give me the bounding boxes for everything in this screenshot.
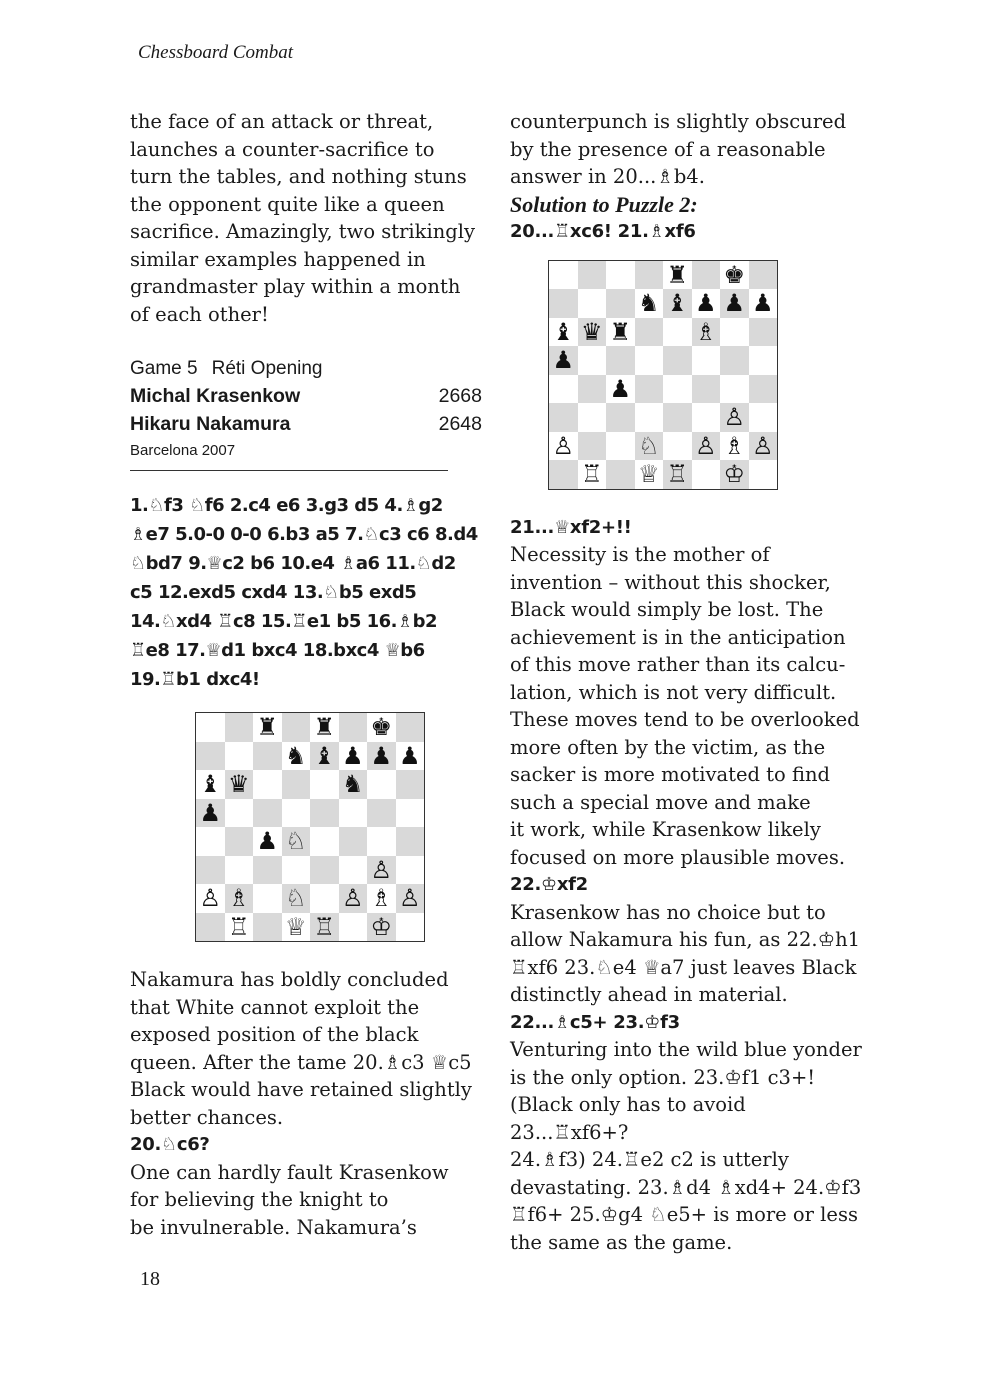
board-square (606, 289, 635, 318)
board-square (578, 289, 607, 318)
board-square (749, 403, 778, 432)
text-line: more often by the victim, as the (510, 735, 826, 759)
board-square (635, 318, 664, 347)
left-column (130, 108, 490, 1241)
board-square (549, 460, 578, 489)
board-square (606, 346, 635, 375)
text-line: 1.♘f3 ♘f6 2.c4 e6 3.g3 d5 4.♗g2 (130, 495, 443, 516)
board-square (635, 403, 664, 432)
black-pawn-icon: ♟ (396, 742, 425, 771)
black-queen-icon: ♛ (225, 770, 254, 799)
board-square (253, 742, 282, 771)
board-square (310, 884, 339, 913)
board-square (692, 375, 721, 404)
board-square (578, 375, 607, 404)
text-line: invention – without this shocker, (510, 570, 831, 594)
solution-heading: Solution to Puzzle 2: (510, 191, 698, 217)
board-square (339, 799, 368, 828)
board-square (720, 318, 749, 347)
board-square (720, 346, 749, 375)
text-line: 19.♖b1 dxc4! (130, 669, 260, 690)
move-22-bc5: 22...♗c5+ 23.♔f3 (510, 1011, 680, 1033)
board-square (196, 827, 225, 856)
text-line: ♖f6+ 25.♔g4 ♘e5+ is more or less (510, 1203, 858, 1226)
black-player-rating: 2648 (438, 413, 482, 435)
board-square (578, 346, 607, 375)
board-square (692, 346, 721, 375)
text-line: 14.♘xd4 ♖c8 15.♖e1 b5 16.♗b2 (130, 611, 438, 632)
black-bishop-icon: ♝ (196, 770, 225, 799)
board-square (196, 713, 225, 742)
board-square (606, 403, 635, 432)
board-square (720, 375, 749, 404)
text-line: (Black only has to avoid 23...♖xf6+? (510, 1093, 746, 1144)
black-bishop-icon: ♝ (549, 318, 578, 347)
board-square (692, 460, 721, 489)
board-square (253, 884, 282, 913)
text-line: launches a counter-sacrifice to (130, 137, 435, 161)
solution-moves: 20...♖xc6! 21.♗xf6 (510, 221, 696, 242)
board-square (225, 742, 254, 771)
board-square (549, 403, 578, 432)
board-square (310, 770, 339, 799)
text-line: queen. After the tame 20.♗c3 ♕c5 (130, 1050, 472, 1074)
text-line: sacrifice. Amazingly, two strikingly (130, 220, 476, 243)
text-line: similar examples happened in (130, 247, 426, 271)
board-square (549, 289, 578, 318)
board-square (282, 713, 311, 742)
board-square (396, 770, 425, 799)
move-21-qxf2: 21...♕xf2+!! (510, 516, 632, 538)
white-bishop-icon: ♗ (720, 432, 749, 461)
board-square (225, 713, 254, 742)
text-line: be invulnerable. Nakamura’s (130, 1215, 417, 1239)
board-square (225, 799, 254, 828)
board-square (282, 856, 311, 885)
white-rook-icon: ♖ (578, 460, 607, 489)
board-square (396, 827, 425, 856)
black-player-row (130, 410, 482, 438)
black-knight-icon: ♞ (339, 770, 368, 799)
board-square (282, 770, 311, 799)
black-pawn-icon: ♟ (339, 742, 368, 771)
white-pawn-icon: ♙ (196, 884, 225, 913)
board-square (282, 799, 311, 828)
white-pawn-icon: ♙ (339, 884, 368, 913)
white-pawn-icon: ♙ (720, 403, 749, 432)
board-square (196, 913, 225, 942)
board-square (663, 346, 692, 375)
chess-diagram-1 (195, 712, 425, 942)
white-queen-icon: ♕ (282, 913, 311, 942)
krasenkow-paragraph (510, 899, 870, 1009)
running-head: Chessboard Combat (138, 42, 294, 63)
black-knight-icon: ♞ (635, 289, 664, 318)
text-line: ♖xf6 23.♘e4 ♕a7 just leaves Black (510, 955, 857, 979)
white-bishop-icon: ♗ (692, 318, 721, 347)
board-square (578, 432, 607, 461)
board-square (663, 432, 692, 461)
board-square (606, 261, 635, 290)
board-square (196, 856, 225, 885)
board-square (549, 261, 578, 290)
text-line: Venturing into the wild blue yonder (510, 1038, 862, 1061)
board-square (663, 375, 692, 404)
white-king-icon: ♔ (720, 460, 749, 489)
analysis-paragraph-2 (130, 1159, 490, 1242)
board-square (310, 827, 339, 856)
white-rook-icon: ♖ (663, 460, 692, 489)
text-line: allow Nakamura his fun, as 22.♔h1 (510, 928, 861, 951)
text-line: ♖e8 17.♕d1 bxc4 18.bxc4 ♕b6 (130, 640, 425, 661)
black-queen-icon: ♛ (578, 318, 607, 347)
board-square (310, 856, 339, 885)
move-20-nc6: 20.♘c6? (130, 1134, 210, 1155)
game-label (130, 356, 490, 382)
black-rook-icon: ♜ (253, 713, 282, 742)
white-pawn-icon: ♙ (549, 432, 578, 461)
white-pawn-icon: ♙ (692, 432, 721, 461)
continued-paragraph (510, 108, 870, 191)
black-pawn-icon: ♟ (196, 799, 225, 828)
board-square (396, 913, 425, 942)
page-number: 18 (140, 1268, 160, 1290)
board-square (253, 856, 282, 885)
board-square (635, 375, 664, 404)
board-square (549, 375, 578, 404)
text-line: Necessity is the mother of (510, 543, 770, 566)
white-rook-icon: ♖ (310, 913, 339, 942)
white-pawn-icon: ♙ (396, 884, 425, 913)
text-line: 24.♗f3) 24.♖e2 c2 is utterly (510, 1148, 789, 1171)
board-square (749, 375, 778, 404)
venturing-paragraph (510, 1036, 870, 1256)
black-pawn-icon: ♟ (692, 289, 721, 318)
white-bishop-icon: ♗ (367, 884, 396, 913)
board-square (663, 403, 692, 432)
black-knight-icon: ♞ (282, 742, 311, 771)
text-line: devastating. 23.♗d4 ♗xd4+ 24.♔f3 (510, 1175, 862, 1199)
white-knight-icon: ♘ (282, 827, 311, 856)
game-venue: Barcelona 2007 (130, 442, 236, 459)
analysis-paragraph-1 (130, 966, 490, 1131)
board-square (635, 261, 664, 290)
text-line: These moves tend to be overlooked (510, 708, 860, 731)
text-line: of this move rather than its calcu- (510, 653, 846, 676)
game-moves (130, 491, 490, 694)
board-square (253, 770, 282, 799)
black-king-icon: ♚ (720, 261, 749, 290)
text-line: Nakamura has boldly concluded (130, 968, 449, 991)
text-line: distinctly ahead in material. (510, 983, 788, 1006)
game-number: Game 5 (130, 358, 198, 379)
board-square (578, 403, 607, 432)
right-column (510, 108, 870, 1256)
text-line: is the only option. 23.♔f1 c3+! (510, 1065, 816, 1089)
black-pawn-icon: ♟ (367, 742, 396, 771)
board-square (253, 799, 282, 828)
black-rook-icon: ♜ (663, 261, 692, 290)
diagram-1-wrapper (130, 712, 490, 942)
board-square (396, 713, 425, 742)
black-rook-icon: ♜ (606, 318, 635, 347)
text-line: Krasenkow has no choice but to (510, 900, 826, 924)
board-square (749, 318, 778, 347)
game-header (130, 356, 490, 471)
black-pawn-icon: ♟ (749, 289, 778, 318)
text-line: c5 12.exd5 cxd4 13.♘b5 exd5 (130, 582, 417, 603)
board-square (396, 799, 425, 828)
black-bishop-icon: ♝ (663, 289, 692, 318)
text-line: lation, which is not very difficult. (510, 680, 837, 704)
white-queen-icon: ♕ (635, 460, 664, 489)
move-22-kxf2: 22.♔xf2 (510, 874, 588, 895)
board-square (225, 856, 254, 885)
white-player-name: Michal Krasenkow (130, 385, 301, 407)
white-rook-icon: ♖ (225, 913, 254, 942)
black-bishop-icon: ♝ (310, 742, 339, 771)
black-pawn-icon: ♟ (606, 375, 635, 404)
white-bishop-icon: ♗ (225, 884, 254, 913)
white-player-row (130, 382, 482, 410)
text-line: the face of an attack or threat, (130, 110, 434, 133)
text-line: One can hardly fault Krasenkow (130, 1160, 449, 1184)
header-divider (130, 470, 448, 471)
black-king-icon: ♚ (367, 713, 396, 742)
text-line: for believing the knight to (130, 1188, 389, 1211)
text-line: it work, while Krasenkow likely (510, 818, 821, 841)
white-pawn-icon: ♙ (367, 856, 396, 885)
text-line: answer in 20...♗b4. (510, 165, 705, 188)
board-square (692, 261, 721, 290)
board-square (692, 403, 721, 432)
white-player-rating: 2668 (438, 385, 482, 407)
white-knight-icon: ♘ (282, 884, 311, 913)
board-square (225, 827, 254, 856)
board-square (606, 460, 635, 489)
text-line: counterpunch is slightly obscured (510, 110, 847, 133)
text-line: by the presence of a reasonable (510, 137, 826, 161)
black-pawn-icon: ♟ (549, 346, 578, 375)
text-line: sacker is more motivated to find (510, 763, 830, 786)
board-square (367, 799, 396, 828)
intro-paragraph (130, 108, 490, 328)
text-line: the opponent quite like a queen (130, 192, 445, 216)
board-square (749, 261, 778, 290)
text-line: achievement is in the anticipation (510, 625, 846, 649)
text-line: focused on more plausible moves. (510, 845, 846, 869)
board-square (253, 913, 282, 942)
diagram-2-wrapper (456, 260, 870, 490)
board-square (339, 913, 368, 942)
board-square (310, 799, 339, 828)
black-player-name: Hikaru Nakamura (130, 413, 291, 435)
text-line: exposed position of the black (130, 1023, 419, 1046)
board-square (339, 856, 368, 885)
board-square (339, 827, 368, 856)
white-pawn-icon: ♙ (749, 432, 778, 461)
board-square (367, 770, 396, 799)
necessity-paragraph (510, 541, 870, 871)
board-square (196, 742, 225, 771)
text-line: better chances. (130, 1105, 284, 1129)
chess-diagram-2 (548, 260, 778, 490)
text-line: ♗e7 5.0-0 0-0 6.b3 a5 7.♘c3 c6 8.d4 (130, 524, 478, 545)
board-square (749, 346, 778, 375)
board-square (339, 713, 368, 742)
board-square (606, 432, 635, 461)
board-square (635, 346, 664, 375)
text-line: grandmaster play within a month (130, 275, 461, 298)
board-square (749, 460, 778, 489)
black-pawn-icon: ♟ (253, 827, 282, 856)
text-line: such a special move and make (510, 790, 811, 814)
board-square (396, 856, 425, 885)
text-line: Black would simply be lost. The (510, 598, 824, 621)
text-line: of each other! (130, 302, 269, 326)
board-square (663, 318, 692, 347)
text-line: Black would have retained slightly (130, 1078, 472, 1101)
white-king-icon: ♔ (367, 913, 396, 942)
board-square (367, 827, 396, 856)
white-knight-icon: ♘ (635, 432, 664, 461)
text-line: that White cannot exploit the (130, 995, 420, 1019)
text-line: turn the tables, and nothing stuns (130, 165, 467, 188)
opening-name: Réti Opening (211, 358, 323, 379)
text-line: ♘bd7 9.♕c2 b6 10.e4 ♗a6 11.♘d2 (130, 553, 456, 574)
board-square (578, 261, 607, 290)
text-line: the same as the game. (510, 1230, 733, 1254)
black-rook-icon: ♜ (310, 713, 339, 742)
black-pawn-icon: ♟ (720, 289, 749, 318)
